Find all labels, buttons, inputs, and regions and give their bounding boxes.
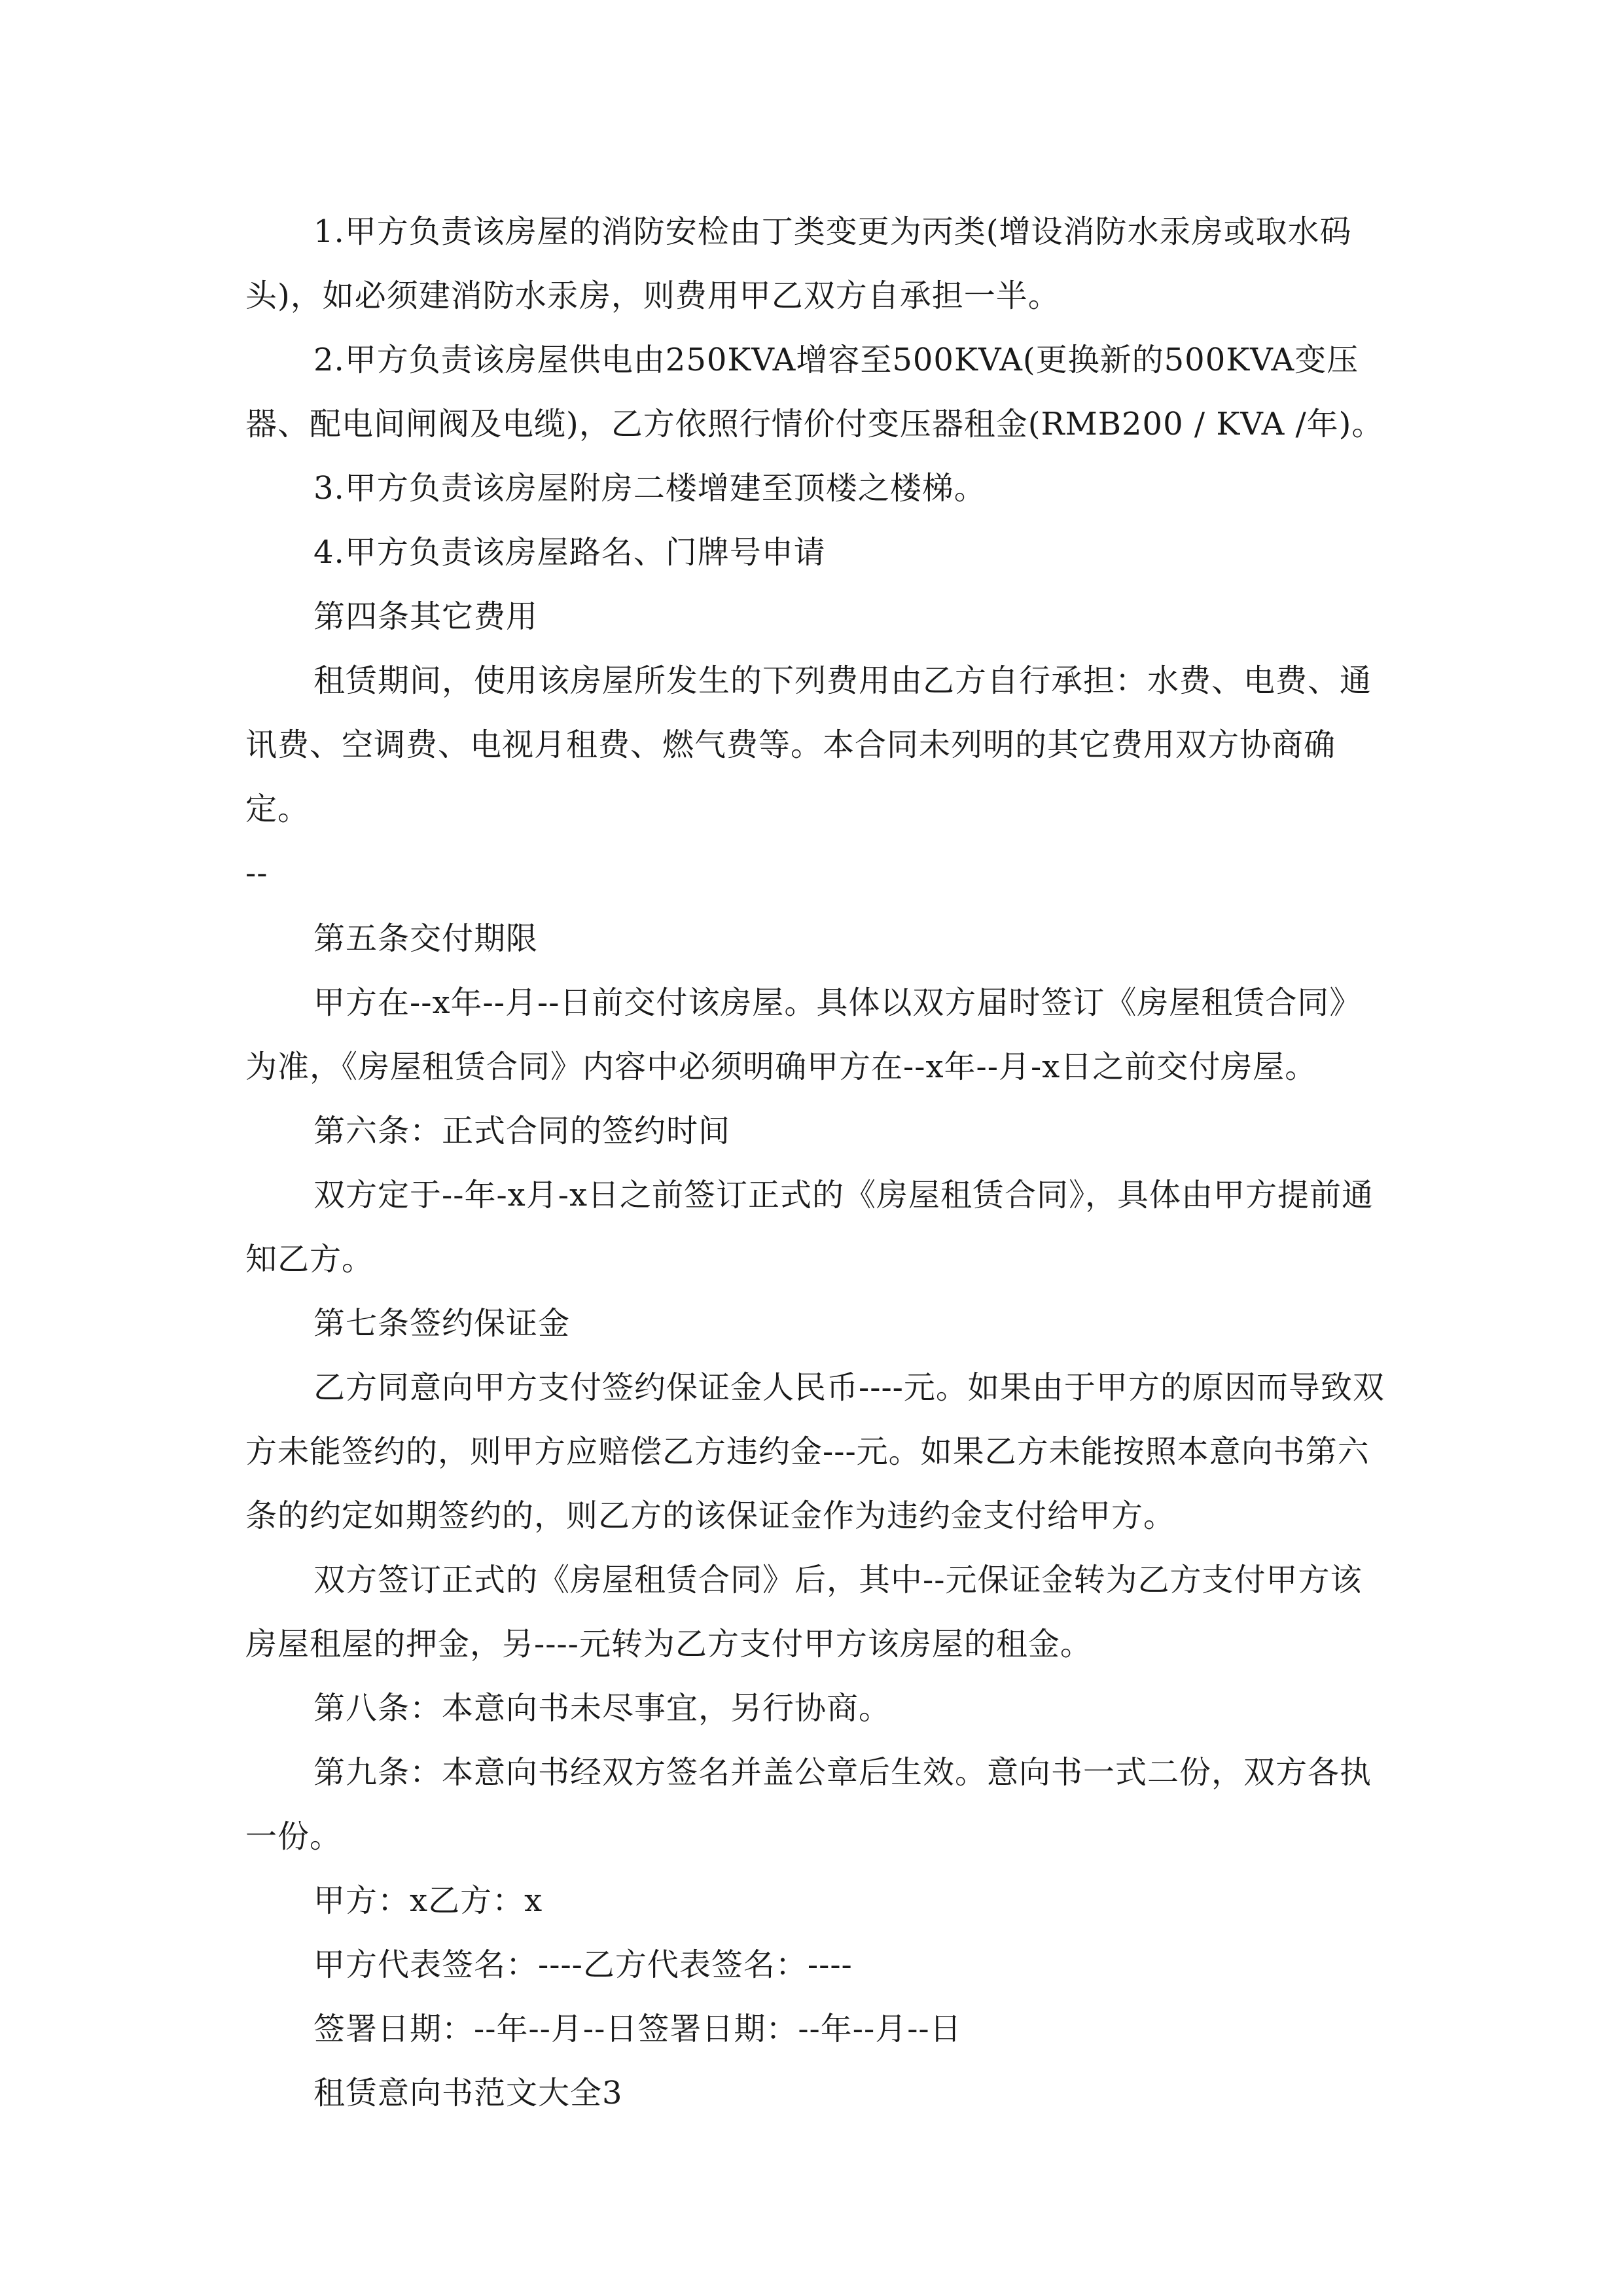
signing-dates: 签署日期：--年--月--日签署日期：--年--月--日 <box>313 2011 962 2047</box>
representative-signatures: 甲方代表签名：----乙方代表签名：---- <box>313 1946 853 1983</box>
clause-staircase: 3.甲方负责该房屋附房二楼增建至顶楼之楼梯。 <box>313 470 986 507</box>
article-6-heading: 第六条：正式合同的签约时间 <box>313 1113 731 1149</box>
parties-line: 甲方：x乙方：x <box>313 1882 543 1919</box>
document-page <box>245 200 1391 2125</box>
clause-fire-safety: 1.甲方负责该房屋的消防安检由丁类变更为丙类(增设消防水汞房或取水码头)，如必须建消防水汞房，则费用甲乙双方自承担一半。 <box>245 213 1352 314</box>
article-5-body: 甲方在--x年--月--日前交付该房屋。具体以双方届时签订《房屋租赁合同》为准，《房屋租赁合同》内容中必须明确甲方在--x年--月-x日之前交付房屋。 <box>245 984 1362 1085</box>
article-7-body: 乙方同意向甲方支付签约保证金人民币----元。如果由于甲方的原因而导致双方未能签约的，则甲方应赔偿乙方违约金---元。如果乙方未能按照本意向书第六条的约定如期签约的，则乙方的该保证金作为违约金支付给甲方。 <box>245 1369 1385 1534</box>
article-7-heading: 第七条签约保证金 <box>313 1305 571 1342</box>
article-7-deposit-conversion: 双方签订正式的《房屋租赁合同》后，其中--元保证金转为乙方支付甲方该房屋租屋的押金，另----元转为乙方支付甲方该房屋的租金。 <box>245 1562 1363 1662</box>
clause-power-capacity: 2.甲方负责该房屋供电由250KVA增容至500KVA(更换新的500KVA变压器、配电间闸阀及电缆)，乙方依照行情价付变压器租金(RMB200 / KVA /年)。 <box>245 342 1384 442</box>
clause-address-application: 4.甲方负责该房屋路名、门牌号申请 <box>313 534 826 571</box>
next-section-title: 租赁意向书范文大全3 <box>313 2075 623 2111</box>
article-6-body: 双方定于--年-x月-x日之前签订正式的《房屋租赁合同》，具体由甲方提前通知乙方。 <box>245 1177 1374 1278</box>
separator-dashes: -- <box>245 855 268 891</box>
article-8: 第八条：本意向书未尽事宜，另行协商。 <box>313 1690 891 1727</box>
article-4-body: 租赁期间，使用该房屋所发生的下列费用由乙方自行承担：水费、电费、通讯费、空调费、电视月租费、燃气费等。本合同未列明的其它费用双方协商确定。 <box>245 662 1372 827</box>
article-4-heading: 第四条其它费用 <box>313 598 539 635</box>
article-9: 第九条：本意向书经双方签名并盖公章后生效。意向书一式二份，双方各执一份。 <box>245 1754 1372 1855</box>
article-5-heading: 第五条交付期限 <box>313 920 539 957</box>
